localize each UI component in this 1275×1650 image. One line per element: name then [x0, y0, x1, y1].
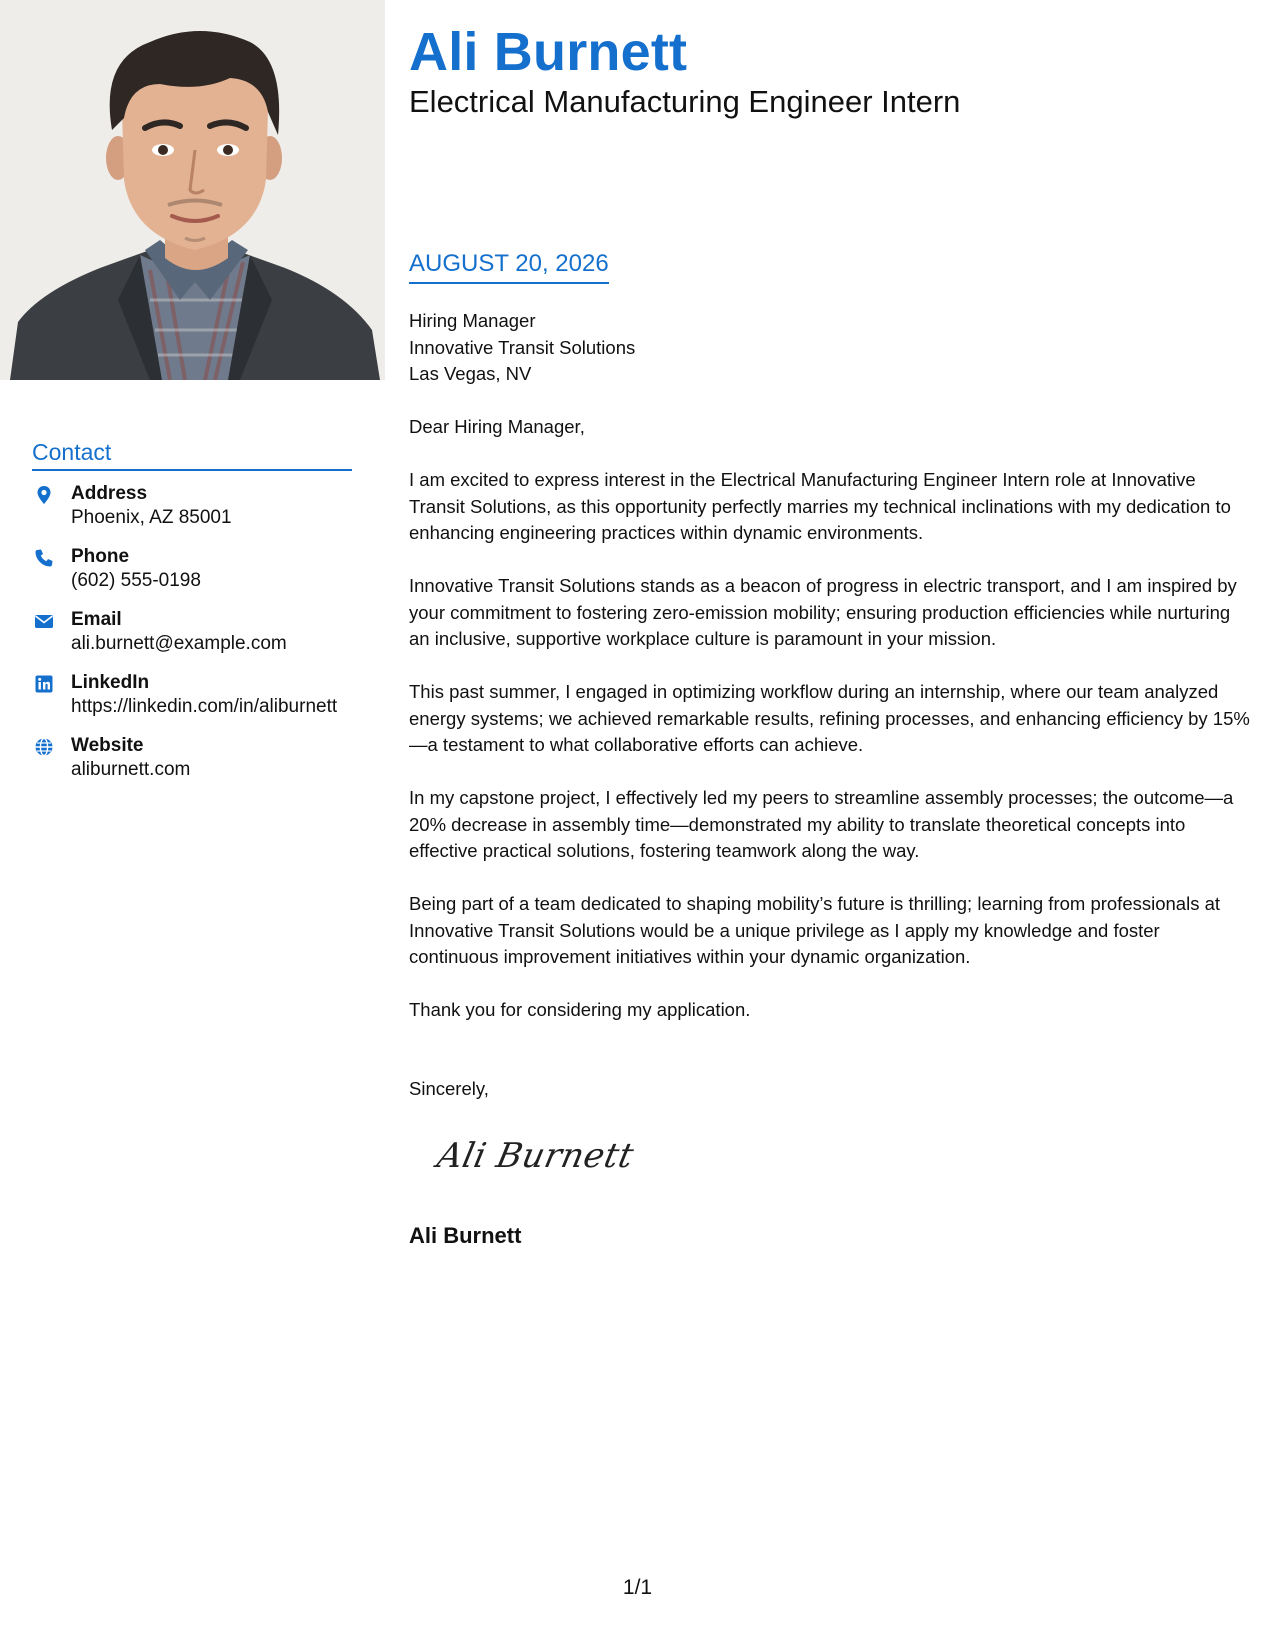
linkedin-label: LinkedIn [71, 672, 150, 693]
email-value[interactable]: ali.burnett@example.com [71, 633, 287, 654]
globe-icon [34, 737, 54, 757]
linkedin-icon [34, 674, 54, 694]
page-number: 1/1 [622, 1576, 653, 1599]
paragraph: Being part of a team dedicated to shaping mobility’s future is thrilling; learning from professionals at Innovative Transit Solutions would be a unique privilege as I apply my knowledge and foster continuous improvement initiatives within your dynamic organization. [409, 893, 1221, 967]
recipient-location: Las Vegas, NV [409, 363, 532, 384]
website-value[interactable]: aliburnett.com [71, 759, 191, 780]
address-value: Phoenix, AZ 85001 [71, 507, 232, 528]
contact-item-address [32, 482, 372, 545]
letter-body [409, 414, 1251, 1050]
phone-icon [34, 548, 54, 568]
paragraph: I am excited to express interest in the Electrical Manufacturing Engineer Intern role at Innovative Transit Solutions, as this opportunity perfectly marries my technical inclinations with my dedication to enhancing engineering practices within dynamic environments. [409, 469, 1231, 543]
closing: Sincerely, [409, 1078, 489, 1099]
recipient-company: Innovative Transit Solutions [409, 336, 636, 358]
recipient-title: Hiring Manager [409, 310, 536, 331]
contact-item-linkedin [32, 671, 372, 734]
address-label: Address [71, 483, 148, 504]
paragraph: This past summer, I engaged in optimizing workflow during an internship, where our team analyzed energy systems; we achieved remarkable results, refining processes, and enhancing efficiency by 15%—a testament to what collaborative efforts can achieve. [409, 681, 1250, 755]
paragraph: Thank you for considering my application. [409, 999, 751, 1020]
signature: Ali Burnett [433, 1136, 638, 1176]
phone-value[interactable]: (602) 555-0198 [71, 570, 201, 591]
contact-item-email [32, 608, 372, 671]
phone-label: Phone [71, 546, 130, 567]
website-label: Website [71, 735, 144, 756]
linkedin-value[interactable]: https://linkedin.com/in/aliburnett [71, 696, 338, 717]
paragraph: In my capstone project, I effectively led my peers to streamline assembly processes; the outcome—a 20% decrease in assembly time—demonstrated my ability to translate theoretical concepts into effective practical solutions, fostering teamwork along the way. [409, 787, 1234, 861]
contact-list [32, 482, 372, 797]
recipient-block [409, 308, 635, 388]
contact-item-phone [32, 545, 372, 608]
signer-name: Ali Burnett [409, 1223, 522, 1248]
profile-photo [0, 0, 385, 380]
contact-heading: Contact [32, 438, 352, 471]
letter-date: AUGUST 20, 2026 [409, 250, 609, 284]
email-label: Email [71, 609, 122, 630]
job-title: Electrical Manufacturing Engineer Intern [409, 84, 961, 119]
candidate-name: Ali Burnett [409, 22, 688, 82]
contact-item-website [32, 734, 372, 797]
greeting: Dear Hiring Manager, [409, 416, 585, 437]
paragraph: Innovative Transit Solutions stands as a beacon of progress in electric transport, and I am inspired by your commitment to fostering zero-emission mobility; ensuring production efficiencies while nurturing an inclusive, supportive workplace culture is paramount in your mission. [409, 575, 1237, 649]
envelope-icon [34, 611, 54, 631]
profile-photo-illustration [0, 0, 385, 380]
location-pin-icon [34, 485, 54, 505]
